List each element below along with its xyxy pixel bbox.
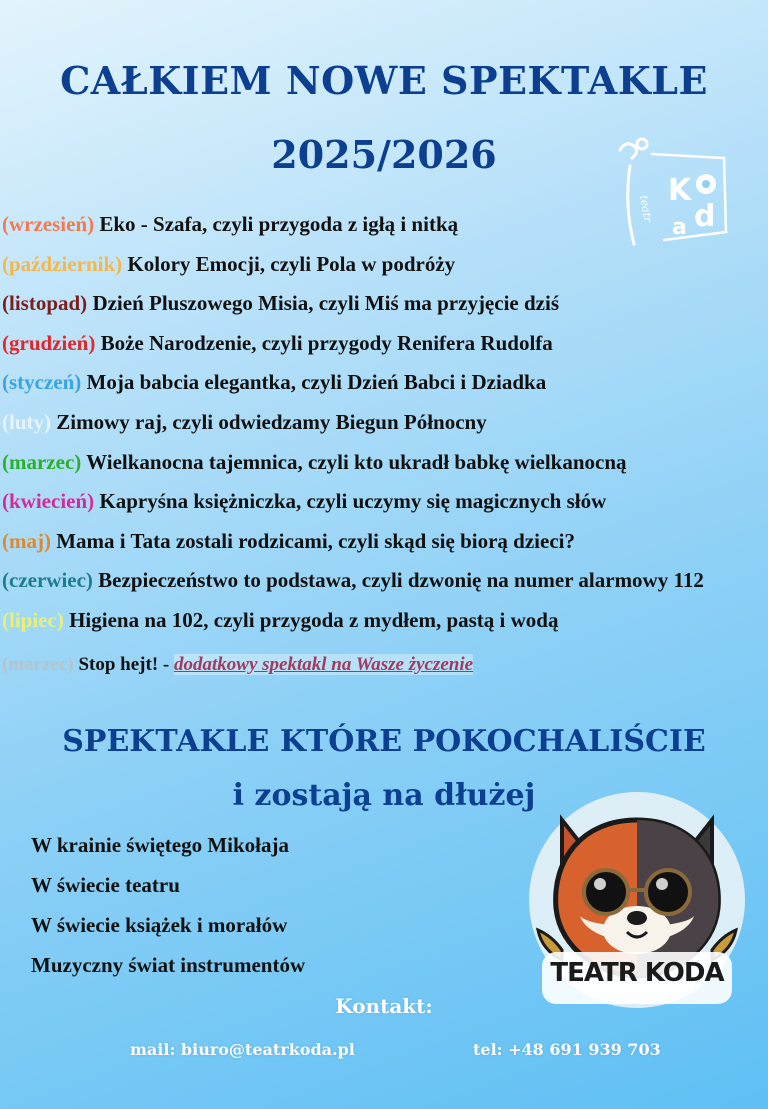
- extra-show-note: dodatkowy spektakl na Wasze życzenie: [174, 654, 474, 675]
- show-month: (grudzień): [2, 330, 96, 355]
- show-month: (wrzesień): [2, 212, 95, 236]
- show-month: (styczeń): [2, 370, 82, 395]
- show-month: (październik): [2, 251, 123, 276]
- show-item: [2, 564, 768, 604]
- show-title: Moja babcia elegantka, czyli Dzień Babci i Dziadka: [86, 370, 547, 395]
- svg-text:teatr: teatr: [637, 194, 655, 224]
- show-title: Bezpieczeństwo to podstawa, czyli dzwonię na numer alarmowy 112: [98, 568, 704, 593]
- extra-show: [2, 654, 473, 676]
- mascot-caption: TEATR KODA: [550, 958, 724, 988]
- show-title: Mama i Tata zostali rodzicami, czyli skąd się biorą dzieci?: [56, 528, 575, 553]
- contact-label: Kontakt:: [335, 994, 433, 1018]
- show-item: [2, 287, 768, 327]
- show-month: (listopad): [2, 291, 88, 316]
- show-title: Higiena na 102, czyli przygoda z mydłem, pastą i wodą: [69, 607, 559, 632]
- show-title: Dzień Pluszowego Misia, czyli Miś ma przyjęcie dziś: [92, 291, 559, 316]
- show-month: (lipiec): [2, 607, 64, 632]
- svg-text:a: a: [672, 215, 687, 240]
- favorites-list: [31, 828, 305, 988]
- favorite-item: W krainie świętego Mikołaja: [31, 833, 290, 857]
- extra-show-month: (marzec): [2, 654, 74, 675]
- show-title: Wielkanocna tajemnica, czyli kto ukradł babkę wielkanocną: [86, 449, 627, 474]
- show-month: (czerwiec): [2, 568, 93, 593]
- show-title: Eko - Szafa, czyli przygoda z igłą i nitką: [99, 212, 459, 236]
- show-item: [2, 248, 768, 288]
- favorite-item: Muzyczny świat instrumentów: [31, 953, 306, 977]
- favorite-item: W świecie teatru: [31, 873, 180, 897]
- favorites-subheading: i zostają na dłużej: [232, 778, 536, 813]
- show-item: [2, 446, 768, 486]
- show-item: [2, 327, 768, 367]
- show-month: (luty): [2, 409, 51, 434]
- show-title: Boże Narodzenie, czyli przygody Renifera Rudolfa: [100, 330, 553, 355]
- show-item: [2, 604, 768, 644]
- show-item: [2, 485, 768, 525]
- extra-show-title: Stop hejt! -: [78, 654, 170, 675]
- svg-text:d: d: [694, 199, 716, 234]
- season-title: 2025/2026: [271, 132, 497, 177]
- favorite-item: W świecie książek i morałów: [31, 913, 288, 937]
- contact-phone[interactable]: tel: +48 691 939 703: [473, 1040, 661, 1059]
- show-item: [2, 525, 768, 565]
- show-title: Zimowy raj, czyli odwiedzamy Biegun Północny: [56, 409, 487, 434]
- new-shows-list: [2, 208, 768, 644]
- show-item: [2, 406, 768, 446]
- show-month: (marzec): [2, 449, 82, 474]
- page-title: CAŁKIEM NOWE SPEKTAKLE: [60, 58, 708, 103]
- show-item: [2, 208, 768, 248]
- show-title: Kapryśna księżniczka, czyli uczymy się magicznych słów: [99, 489, 607, 514]
- favorites-heading: SPEKTAKLE KTÓRE POKOCHALIŚCIE: [62, 724, 706, 759]
- show-month: (maj): [2, 528, 51, 553]
- show-month: (kwiecień): [2, 489, 95, 514]
- contact-email[interactable]: mail: biuro@teatrkoda.pl: [130, 1040, 355, 1059]
- show-item: [2, 366, 768, 406]
- svg-text:K: K: [668, 173, 692, 208]
- show-title: Kolory Emocji, czyli Pola w podróży: [127, 251, 456, 276]
